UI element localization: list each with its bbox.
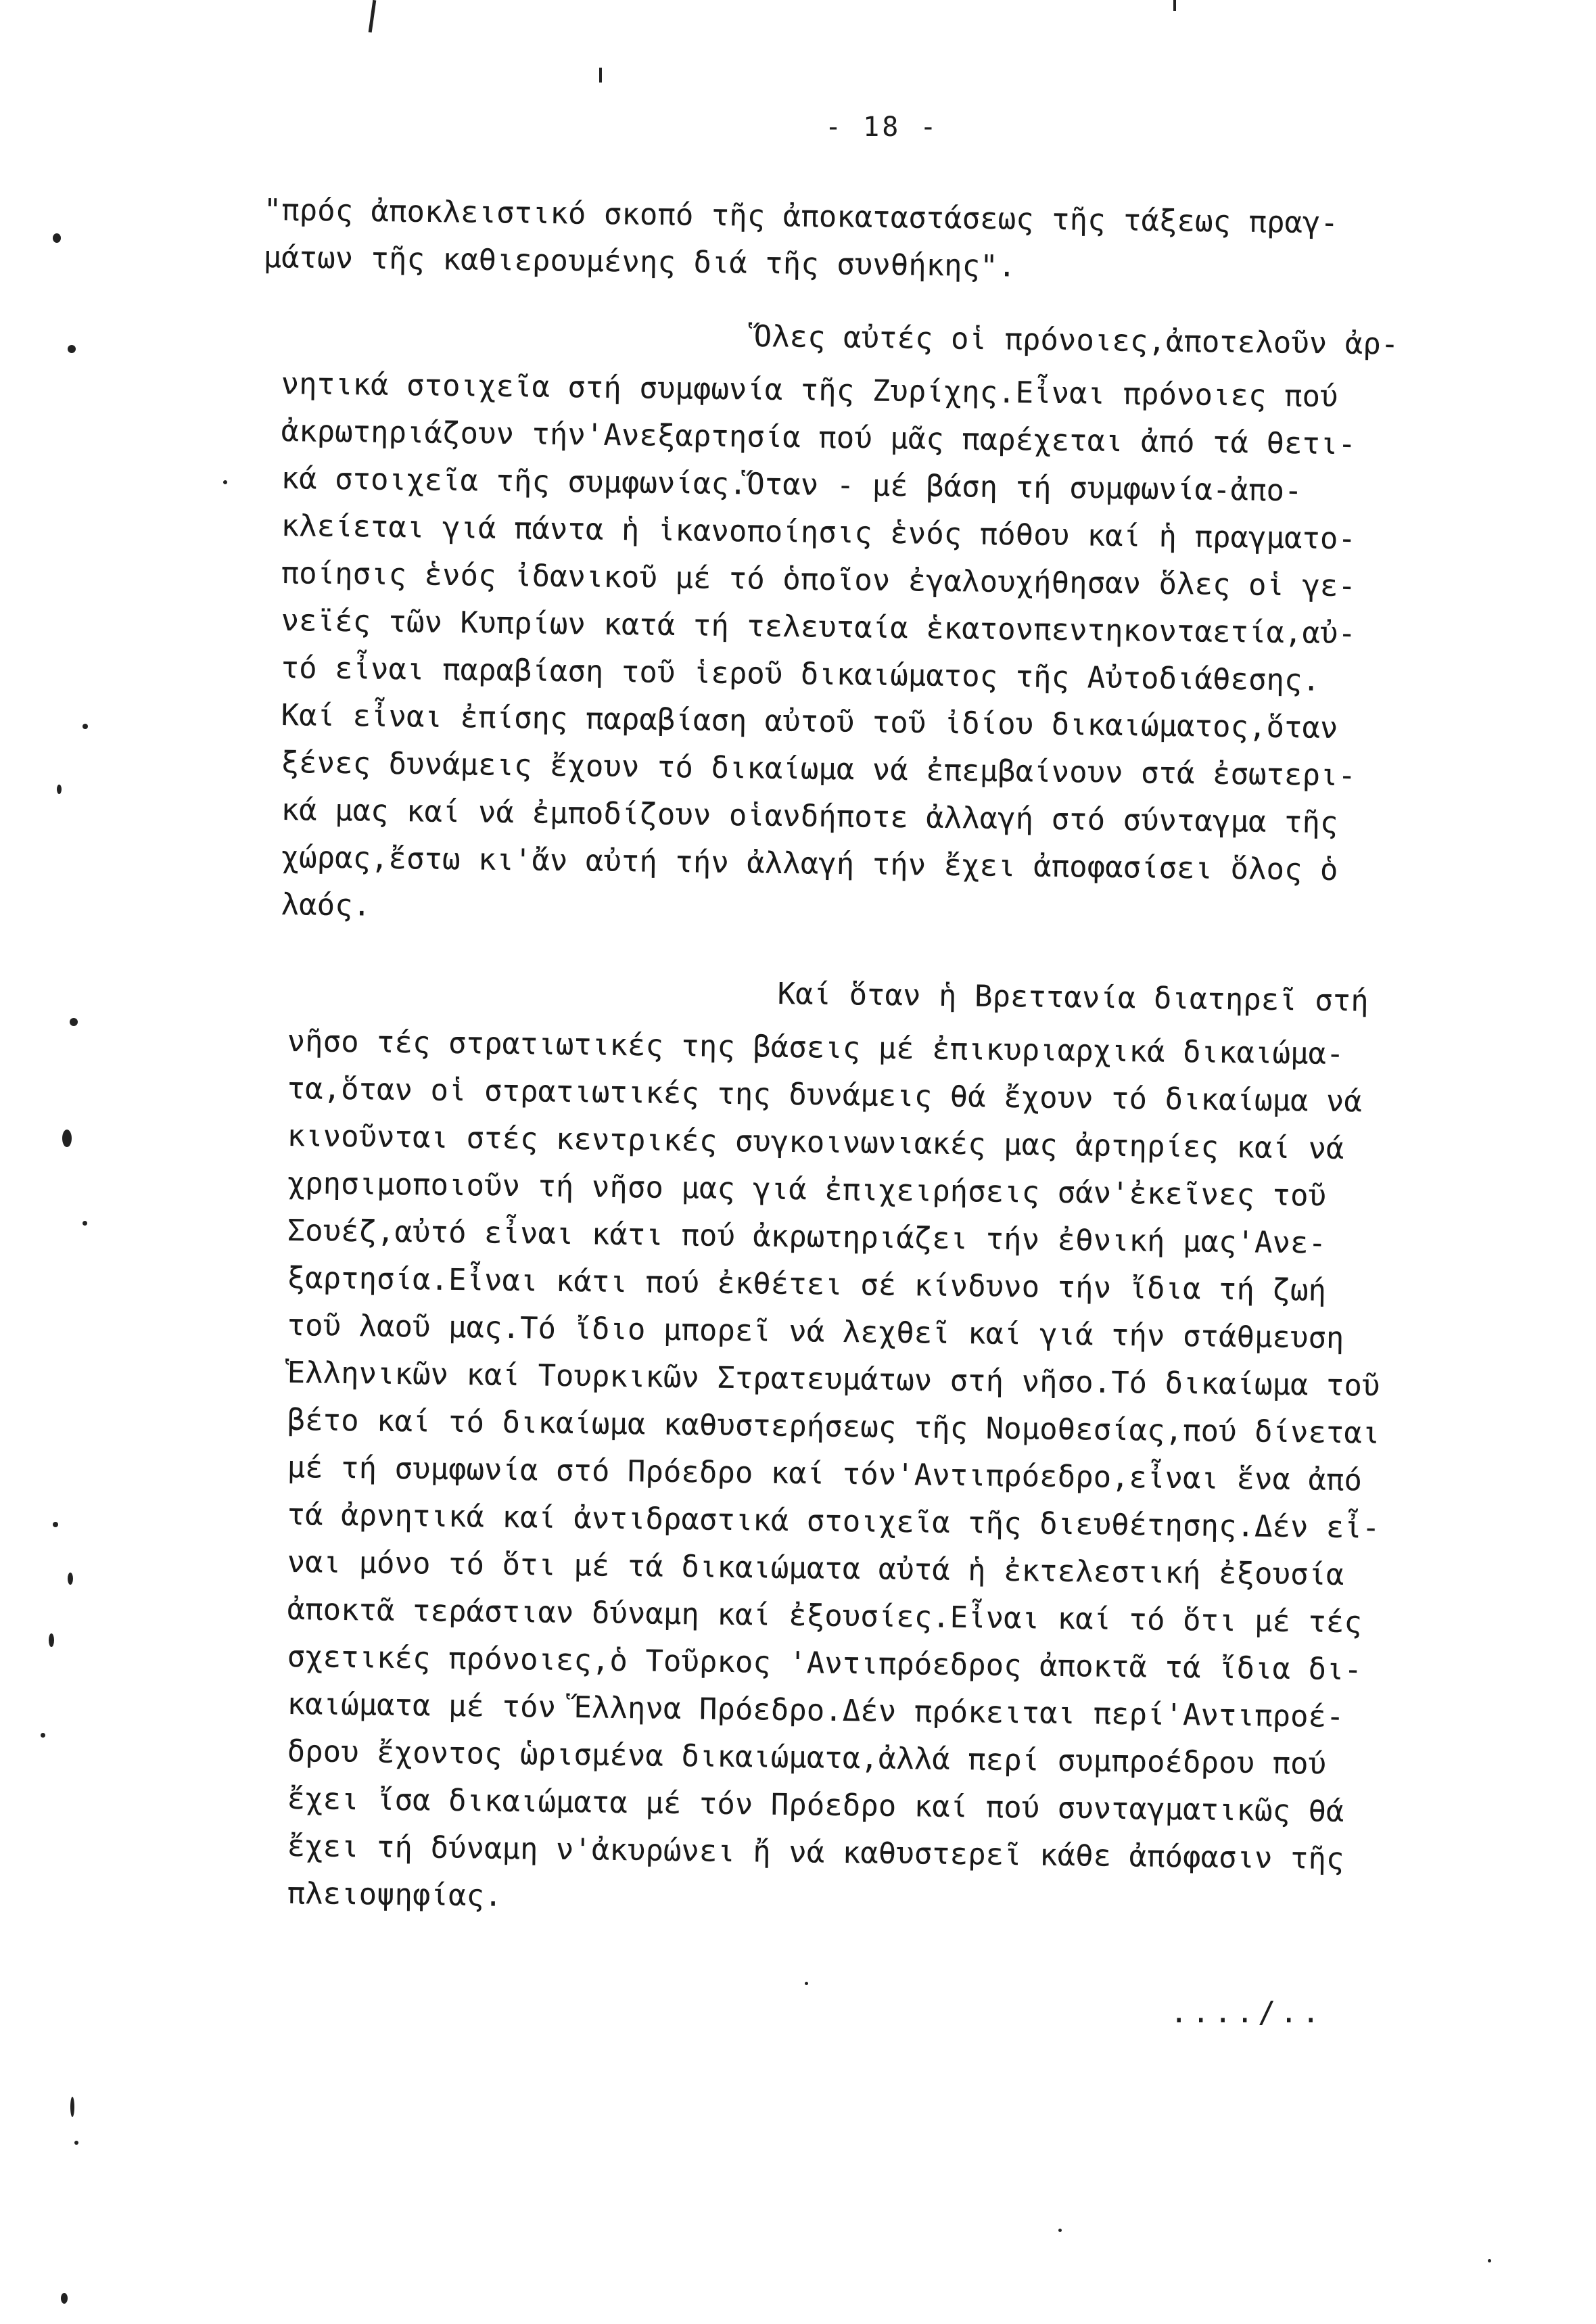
text-line: χώρας,ἔστω κι'ἄν αὐτή τήν ἀλλαγή τήν ἔχει ἀποφασίσει ὅλος ὁ	[281, 839, 1338, 888]
text-line: ξένες δυνάμεις ἔχουν τό δικαίωμα νά ἐπεμβαίνουν στά ἐσωτερι-	[281, 745, 1357, 793]
scan-stroke	[599, 68, 602, 83]
continuation-mark: ..../..	[1170, 1995, 1324, 2030]
text-line: ἀποκτᾶ τεράστιαν δύναμη καί ἐξουσίες.Εἶναι καί τό ὅτι μέ τές	[287, 1591, 1363, 1640]
scan-speck	[70, 1018, 78, 1026]
text-line: βέτο καί τό δικαίωμα καθυστερήσεως τῆς Νομοθεσίας,πού δίνεται	[287, 1402, 1380, 1451]
text-line: ἀκρωτηριάζουν τήν'Ανεξαρτησία πού μᾶς παρέχεται ἀπό τά θετι-	[281, 413, 1357, 462]
text-line: νῆσο τές στρατιωτικές της βάσεις μέ ἐπικυριαρχικά δικαιώμα-	[287, 1023, 1344, 1072]
text-line: Καί ὅταν ἡ Βρεττανία διατηρεῖ στή	[777, 976, 1369, 1019]
scan-speck	[41, 1733, 45, 1738]
page-number: - 18 -	[825, 112, 939, 143]
text-line: σχετικές πρόνοιες,ὁ Τοῦρκος 'Αντιπρόεδρος ἀποκτᾶ τά ἴδια δι-	[287, 1639, 1363, 1688]
text-line: Καί εἶναι ἐπίσης παραβίαση αὐτοῦ τοῦ ἰδίου δικαιώματος,ὅταν	[281, 697, 1338, 746]
text-line: Ὅλες αὐτές οἱ πρόνοιες,ἀποτελοῦν ἀρ-	[753, 319, 1399, 362]
scan-speck	[805, 1982, 808, 1985]
scan-speck	[53, 233, 61, 243]
text-line: Σουέζ,αὐτό εἶναι κάτι πού ἀκρωτηριάζει τήν ἐθνική μας'Ανε-	[287, 1213, 1327, 1261]
text-line: πλειοψηφίας.	[287, 1876, 502, 1913]
text-line: ἔχει τή δύναμη ν'ἀκυρώνει ἤ νά καθυστερεῖ κάθε ἀπόφασιν τῆς	[287, 1828, 1344, 1877]
text-line: μέ τή συμφωνία στό Πρόεδρο καί τόν'Αντιπρόεδρο,εἶναι ἕνα ἀπό	[287, 1449, 1363, 1498]
text-line: Ἑλληνικῶν καί Τουρκικῶν Στρατευμάτων στή νῆσο.Τό δικαίωμα τοῦ	[287, 1355, 1380, 1403]
text-line: ξαρτησία.Εἶναι κάτι πού ἐκθέτει σέ κίνδυνο τήν ἴδια τή ζωή	[287, 1260, 1327, 1308]
scan-speck	[1058, 2229, 1062, 2232]
scan-speck	[83, 1221, 87, 1226]
scan-stroke	[369, 0, 377, 32]
text-line: καιώματα μέ τόν Ἕλληνα Πρόεδρο.Δέν πρόκειται περί'Αντιπροέ-	[287, 1686, 1344, 1735]
scan-speck	[62, 1130, 72, 1147]
text-line: κά στοιχεῖα τῆς συμφωνίας.Ὅταν - μέ βάση τή συμφωνία-ἀπο-	[281, 461, 1302, 509]
scan-speck	[68, 1573, 73, 1585]
text-line: τό εἶναι παραβίαση τοῦ ἱεροῦ δικαιώματος τῆς Αὐτοδιάθεσης.	[281, 650, 1321, 698]
scan-speck	[53, 1522, 58, 1527]
scan-speck	[61, 2293, 68, 2304]
text-line: νεϊές τῶν Κυπρίων κατά τή τελευταία ἑκατονπεντηκονταετία,αὐ-	[281, 603, 1357, 651]
text-line: τοῦ λαοῦ μας.Τό ἴδιο μπορεῖ νά λεχθεῖ καί γιά τήν στάθμευση	[287, 1307, 1344, 1356]
text-line: ναι μόνο τό ὅτι μέ τά δικαιώματα αὐτά ἡ ἐκτελεστική ἐξουσία	[287, 1544, 1344, 1593]
text-line: κλείεται γιά πάντα ἡ ἱκανοποίησις ἑνός πόθου καί ἡ πραγματο-	[281, 508, 1357, 557]
scan-speck	[223, 480, 227, 484]
text-line: ποίησις ἑνός ἰδανικοῦ μέ τό ὁποῖον ἐγαλουχήθησαν ὅλες οἱ γε-	[281, 555, 1357, 604]
text-line: τα,ὅταν οἱ στρατιωτικές της δυνάμεις θά ἔχουν τό δικαίωμα νά	[287, 1071, 1363, 1119]
scan-speck	[70, 2097, 74, 2117]
scan-speck	[74, 2141, 78, 2145]
text-line: "πρός ἀποκλειστικό σκοπό τῆς ἀποκαταστάσεως τῆς τάξεως πραγ-	[263, 192, 1339, 241]
text-line: δρου ἔχοντος ὡρισμένα δικαιώματα,ἀλλά περί συμπροέδρου πού	[287, 1734, 1327, 1782]
scan-stroke	[1173, 0, 1176, 11]
text-line: κά μας καί νά ἐμποδίζουν οἱανδήποτε ἀλλαγή στό σύνταγμα τῆς	[281, 792, 1338, 841]
scan-speck	[68, 345, 76, 353]
text-line: χρησιμοποιοῦν τή νῆσο μας γιά ἐπιχειρήσεις σάν'ἐκεῖνες τοῦ	[287, 1165, 1327, 1213]
scan-speck	[83, 724, 88, 729]
scan-speck	[57, 785, 62, 794]
scan-speck	[49, 1633, 54, 1647]
text-line: μάτων τῆς καθιερουμένης διά τῆς συνθήκης".	[263, 239, 1016, 284]
text-line: κινοῦνται στές κεντρικές συγκοινωνιακές μας ἀρτηρίες καί νά	[287, 1118, 1344, 1167]
text-line: λαός.	[281, 887, 371, 923]
text-line: τά ἀρνητικά καί ἀντιδραστικά στοιχεῖα τῆς διευθέτησης.Δέν εἶ-	[287, 1497, 1380, 1546]
text-line: ἔχει ἴσα δικαιώματα μέ τόν Πρόεδρο καί πού συνταγματικῶς θά	[287, 1781, 1344, 1830]
scan-speck	[1488, 2259, 1491, 2262]
text-line: νητικά στοιχεῖα στή συμφωνία τῆς Ζυρίχης.Εἶναι πρόνοιες πού	[281, 366, 1338, 415]
